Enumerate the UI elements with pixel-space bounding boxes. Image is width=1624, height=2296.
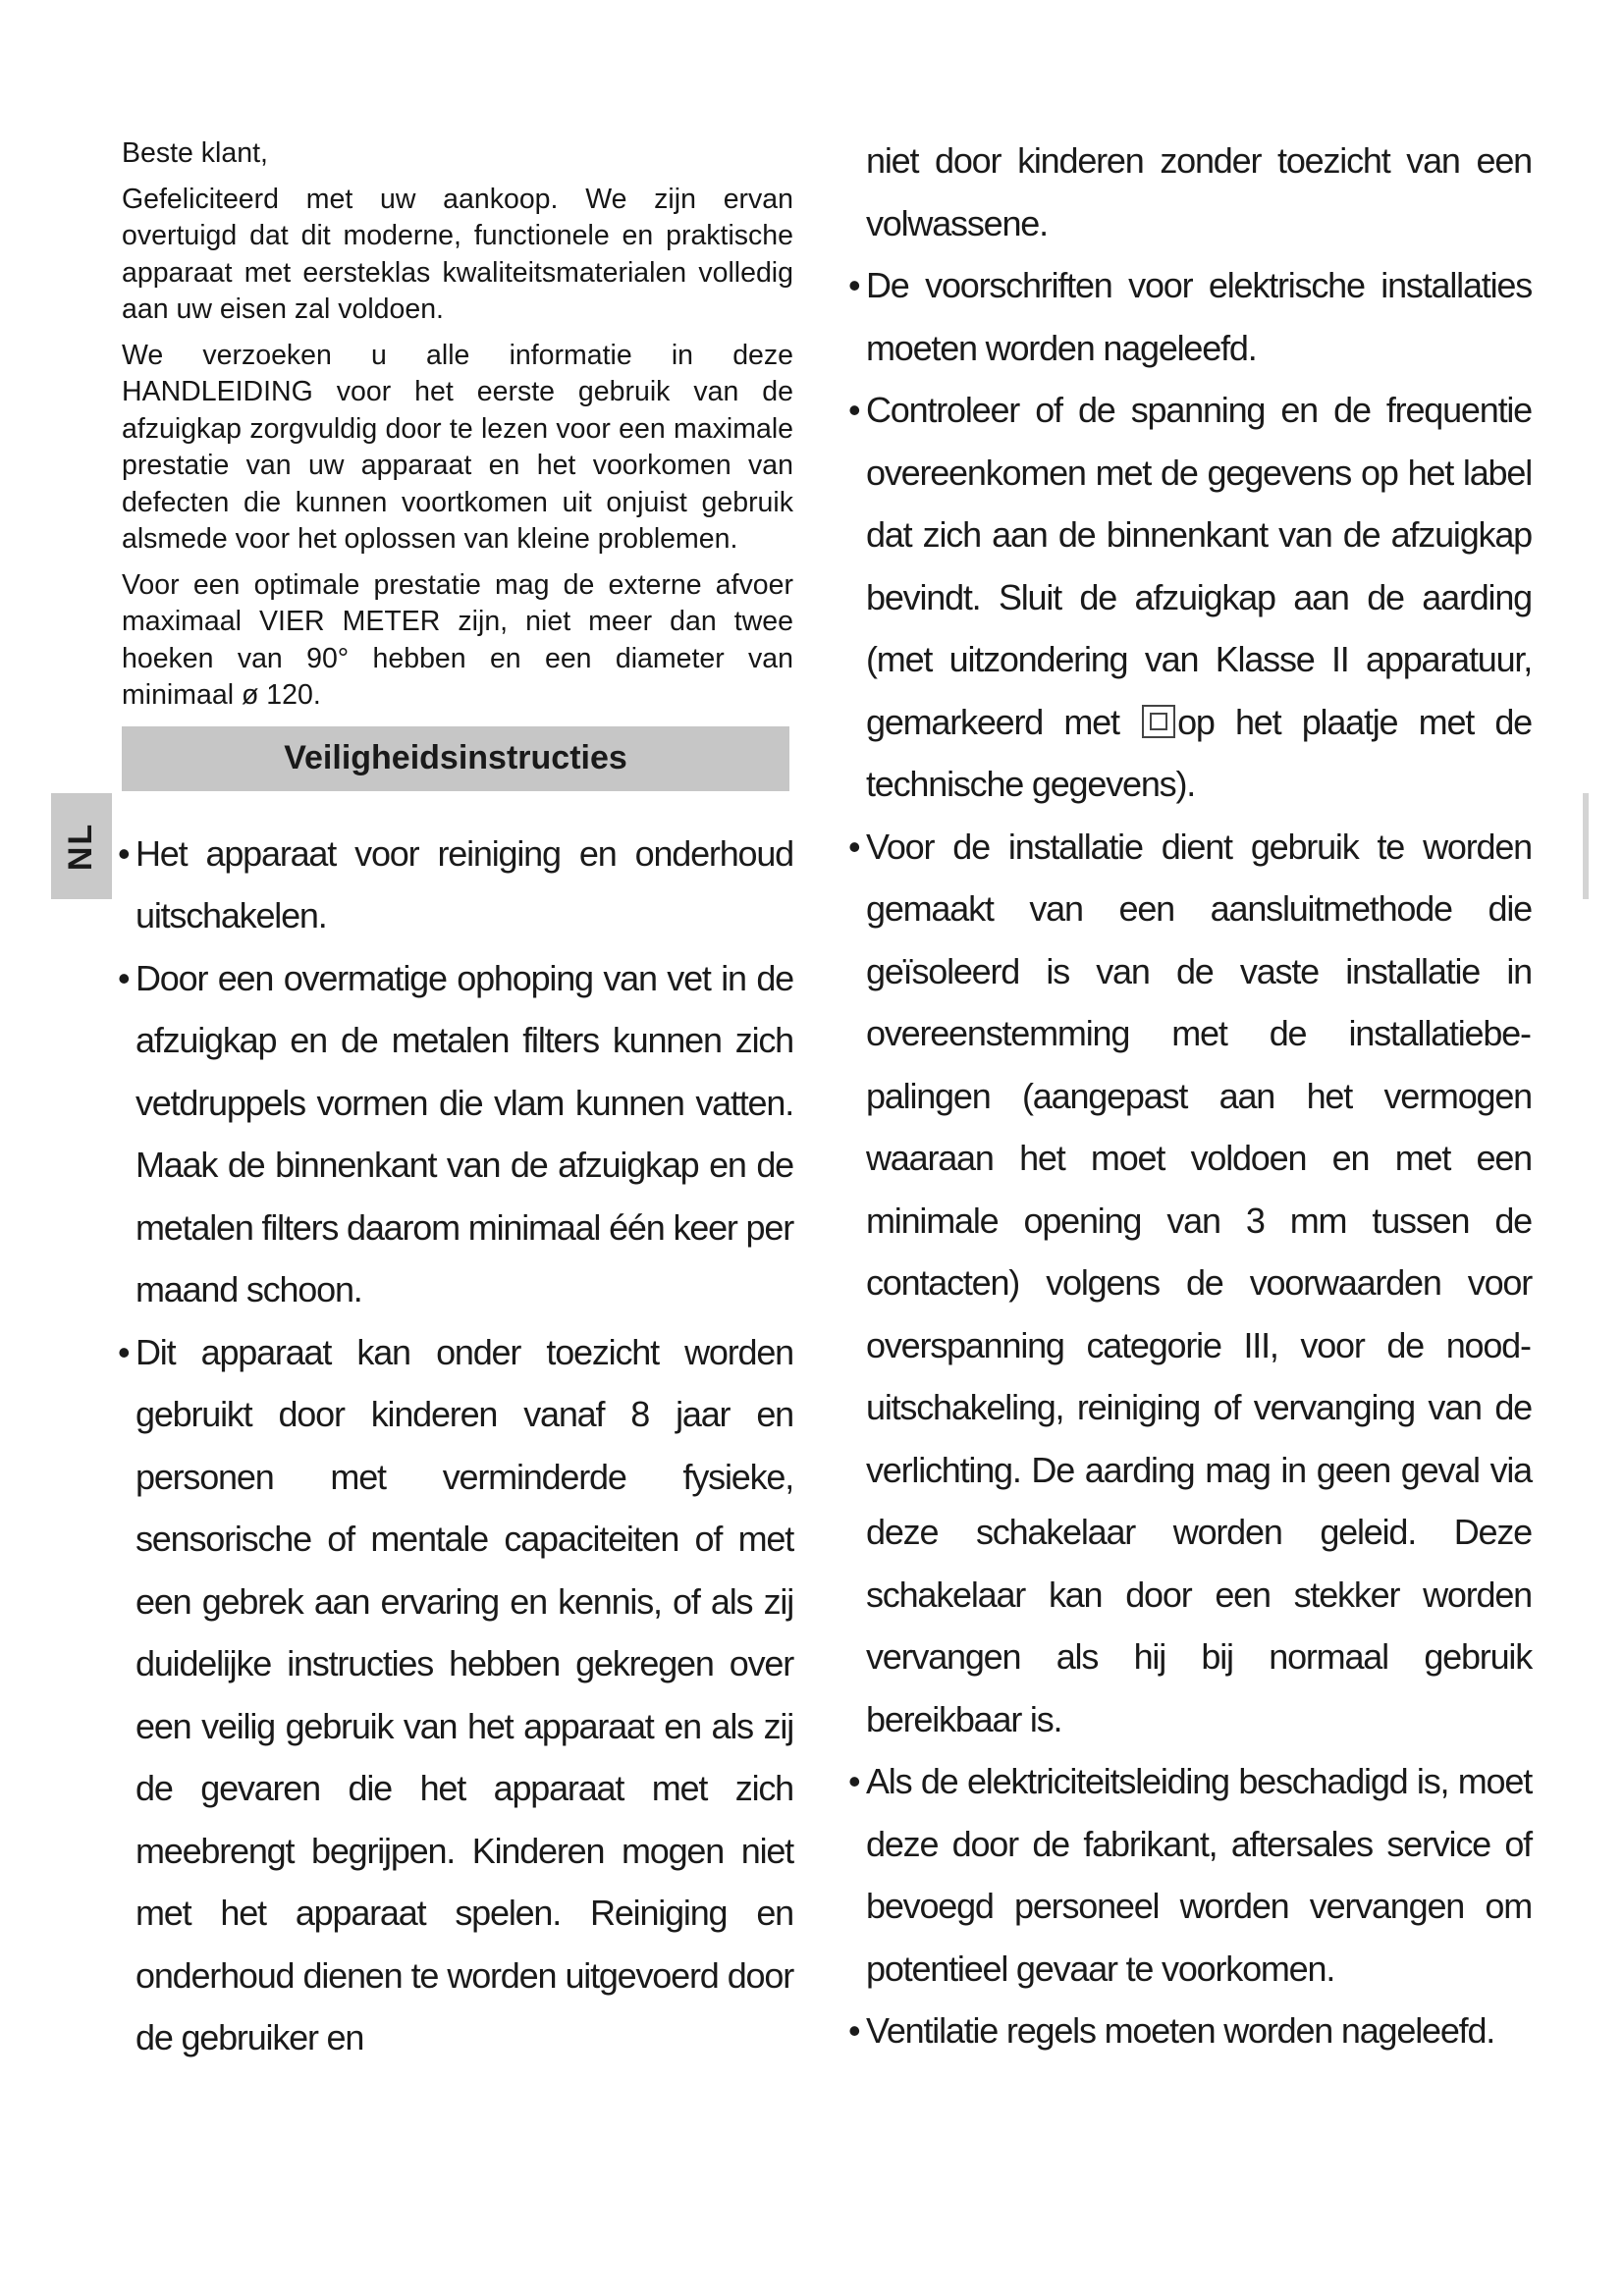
language-tab-label: NL bbox=[62, 822, 100, 871]
language-tab bbox=[51, 793, 112, 899]
safety-item-isolation-switch: • Voor de installatie dient gebruik te worden gemaakt van een aansluitmethode die geïsoleerd is van de vaste installatie in overeenstemming met de installatiebepalingen (aangepast aan het vermogen waaraan het moet voldoen en met een minimale opening van 3 mm tussen de contacten) volgens de voorwaarden voor overspanning categorie III, voor de nooduitschakeling, reiniging of vervanging van de verlichting. De aarding mag in geen geval via deze schakelaar worden geleid. Deze schakelaar kan door een stekker worden vervangen als hij bij normaal gebruik bereikbaar is. bbox=[852, 816, 1532, 1751]
greeting: Beste klant, bbox=[122, 137, 268, 169]
safety-item-ventilation-rules: • Ventilatie regels moeten worden nageleefd. bbox=[852, 2000, 1532, 2062]
intro-paragraph-1: Gefeliciteerd met uw aankoop. We zijn ervan overtuigd dat dit moderne, functionele en praktische apparaat met eersteklas kwaliteitsmaterialen volledig aan uw eisen zal voldoen. bbox=[122, 183, 793, 325]
safety-item-switch-off: • Het apparaat voor reiniging en onderhoud uitschakelen. bbox=[122, 823, 793, 947]
safety-item-electrical-regulations: • De voorschriften voor elektrische installaties moeten worden nageleefd. bbox=[852, 254, 1532, 379]
intro-paragraph-3: Voor een optimale prestatie mag de externe afvoer maximaal VIER METER zijn, niet meer dan twee hoeken van 90° hebben en een diameter van minimaal ø 120. bbox=[122, 568, 793, 711]
voltage-check-text-end: op het plaatje met de technische gegevens). bbox=[866, 701, 1532, 804]
safety-item-voltage-check bbox=[852, 379, 1532, 816]
left-column bbox=[122, 135, 793, 2069]
safety-list-right bbox=[852, 254, 1532, 2062]
safety-item-children-supervision: • Dit apparaat kan onder toezicht worden gebruikt door kinderen vanaf 8 jaar en personen met verminderde fysieke, sensorische of mentale capaciteiten of met een gebrek aan ervaring en kennis, of als zij duidelijke instructies hebben gekregen over een veilig gebruik van het apparaat en als zij de gevaren die het apparaat met zich meebrengt begrijpen. Kinderen mogen niet met het apparaat spelen. Reiniging en onderhoud dienen te worden uitgevoerd door de gebruiker en bbox=[122, 1321, 793, 2069]
intro-section bbox=[122, 135, 793, 715]
class-ii-symbol-icon bbox=[1142, 705, 1175, 738]
page-edge-marker bbox=[1583, 793, 1589, 899]
right-column bbox=[852, 130, 1532, 2062]
intro-paragraph-2: We verzoeken u alle informatie in deze HANDLEIDING voor het eerste gebruik van de afzuigkap zorgvuldig door te lezen voor een maximale prestatie van uw apparaat en het voorkomen van defecten die kunnen voortkomen uit onjuist gebruik alsmede voor het oplossen van kleine problemen. bbox=[122, 339, 793, 555]
safety-item-children-supervision-continued: niet door kinderen zonder toezicht van een volwassene. bbox=[866, 140, 1532, 243]
safety-item-damaged-cable: • Als de elektriciteitsleiding beschadigd is, moet deze door de fabrikant, aftersales service of bevoegd personeel worden vervangen om potentieel gevaar te voorkomen. bbox=[852, 1750, 1532, 2000]
section-heading: Veiligheidsinstructies bbox=[122, 726, 789, 791]
voltage-check-text: Controleer of de spanning en de frequentie overeenkomen met de gegevens op het label dat zich aan de binnenkant van de afzuigkap bevindt. Sluit de afzuigkap aan de aarding (met uitzondering van Klasse II apparatuur, gemarkeerd met bbox=[866, 390, 1532, 742]
safety-list-left bbox=[122, 823, 793, 2069]
safety-item-grease-cleaning: • Door een overmatige ophoping van vet in de afzuigkap en de metalen filters kunnen zich vetdruppels vormen die vlam kunnen vatten. Maak de binnenkant van de afzuigkap en de metalen filters daarom minimaal één keer per maand schoon. bbox=[122, 947, 793, 1321]
